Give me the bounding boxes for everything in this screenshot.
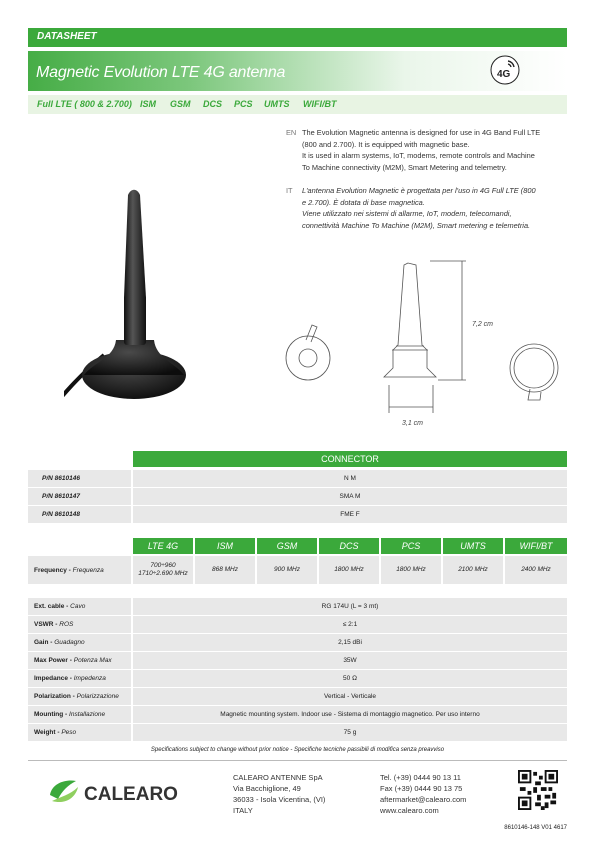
footer-divider (28, 760, 567, 761)
company-contact (380, 772, 466, 816)
address-line: ITALY (233, 806, 253, 815)
desc-line: Viene utilizzato nei sistemi di allarme, IoT, modem, telecomandi, (302, 209, 512, 218)
spec-label: Mounting - Installazione (28, 706, 131, 723)
spec-label-en: Impedance (34, 675, 68, 682)
brand-name: CALEARO (84, 784, 178, 805)
disclaimer: Specifications subject to change without prior notice - Specifiche tecniche passibili di modifica senza preavviso (150, 747, 445, 753)
band-item: PCS (234, 99, 253, 109)
4g-logo-icon (490, 55, 520, 85)
freq-header: ISM (195, 538, 255, 554)
spec-label-it: Cavo (70, 603, 86, 610)
band-item: DCS (203, 99, 223, 109)
freq-value: 1800 MHz (334, 566, 364, 573)
freq-header: PCS (381, 538, 441, 554)
band-item: Full LTE ( 800 & 2.700) (37, 99, 132, 109)
spec-label-it: Impedenza (73, 675, 106, 682)
datasheet-bar (28, 28, 567, 47)
desc-line: L'antenna Evolution Magnetic è progettata per l'uso in 4G Full LTE (800 (302, 186, 536, 195)
band-item: ISM (140, 99, 157, 109)
spec-label: Weight - Peso (28, 724, 131, 741)
freq-cell (257, 556, 317, 584)
address-line: 36033 - Isola Vicentina, (VI) (233, 795, 326, 804)
description-en (286, 127, 571, 173)
connector-row (28, 506, 567, 523)
spec-label-en: Gain (34, 639, 49, 646)
freq-cell (195, 556, 255, 584)
contact-fax: Fax (+39) 0444 90 13 75 (380, 784, 463, 793)
spec-row (28, 634, 567, 651)
spec-label: Impedance - Impedenza (28, 670, 131, 687)
frequency-label: Frequency - Frequenza (28, 556, 131, 584)
qr-code-icon (518, 770, 558, 810)
lang-label-it: IT (286, 186, 293, 195)
drawing-svg (280, 255, 565, 435)
band-item: WIFI/BT (303, 99, 337, 109)
desc-line: e 2.700). È dotata di base magnetica. (302, 197, 425, 207)
connector-row (28, 470, 567, 487)
description-it (286, 185, 571, 231)
height-label: 7,2 cm (472, 321, 494, 328)
desc-line: (800 and 2.700). It is equipped with magnetic base. (302, 139, 470, 149)
diameter-label: 3,1 cm (402, 420, 424, 427)
spec-label: VSWR - ROS (28, 616, 131, 633)
spec-label-it: Guadagno (54, 639, 85, 646)
spec-label: Max Power - Potenza Max (28, 652, 131, 669)
dimension-drawings (280, 255, 565, 435)
spec-value: 75 g (133, 724, 567, 741)
datasheet-label: DATASHEET (37, 31, 97, 42)
freq-value: 2100 MHz (458, 566, 488, 573)
freq-cell (133, 556, 193, 584)
title-bar (28, 51, 567, 91)
connector-value: N M (133, 470, 567, 487)
freq-value: 1800 MHz (396, 566, 426, 573)
spec-label: Gain - Guadagno (28, 634, 131, 651)
spec-value: 35W (133, 652, 567, 669)
spec-label-it: Potenza Max (73, 657, 112, 664)
contact-phone: Tel. (+39) 0444 90 13 11 (380, 773, 461, 782)
spec-row (28, 670, 567, 687)
spec-value: Vertical - Verticale (133, 688, 567, 705)
spec-value: 2,15 dBi (133, 634, 567, 651)
freq-cell (319, 556, 379, 584)
freq-header: LTE 4G (133, 538, 193, 554)
spec-label-en: Mounting (34, 711, 64, 718)
contact-email[interactable]: aftermarket@calearo.com (380, 795, 467, 804)
spec-label-en: Ext. cable (34, 603, 65, 610)
spec-label-en: Max Power (34, 657, 68, 664)
freq-cell (505, 556, 567, 584)
desc-line: To Machine connectivity (M2M), Smart Metering and telemetry. (302, 162, 507, 172)
spec-value: ≤ 2:1 (133, 616, 567, 633)
desc-line: It is used in alarm systems, IoT, modems, remote controls and Machine (302, 151, 535, 160)
freq-cell (443, 556, 503, 584)
freq-value: 868 MHz (211, 566, 238, 573)
connector-value: SMA M (133, 488, 567, 505)
frequency-label-en: Frequency (34, 567, 67, 574)
frequency-label-it: Frequenza (72, 567, 104, 574)
spec-value: 50 Ω (133, 670, 567, 687)
spec-row (28, 616, 567, 633)
band-item: UMTS (264, 99, 290, 109)
desc-line: The Evolution Magnetic antenna is designed for use in 4G Band Full LTE (302, 128, 541, 137)
spec-label-en: Polarization (34, 693, 71, 700)
lang-label-en: EN (286, 128, 297, 137)
spec-label: Ext. cable - Cavo (28, 598, 131, 615)
antenna-photo (64, 180, 214, 420)
spec-label-it: Polarizzazione (76, 693, 119, 700)
connector-pn: P/N 8610148 (28, 506, 131, 523)
spec-row (28, 706, 567, 723)
connector-row (28, 488, 567, 505)
company-address (233, 772, 325, 816)
connector-header: CONNECTOR (133, 451, 567, 467)
spec-row (28, 598, 567, 615)
freq-header: GSM (257, 538, 317, 554)
spec-label-it: ROS (59, 621, 74, 628)
page-title: Magnetic Evolution LTE 4G antenna (36, 64, 286, 81)
spec-value: RG 174U (L = 3 mt) (133, 598, 567, 615)
freq-value: 900 MHz (273, 566, 300, 573)
contact-website[interactable]: www.calearo.com (380, 806, 439, 815)
spec-label: Polarization - Polarizzazione (28, 688, 131, 705)
address-line: Via Bacchiglione, 49 (233, 784, 301, 793)
freq-header: UMTS (443, 538, 503, 554)
connector-pn: P/N 8610146 (28, 470, 131, 487)
spec-label-it: Installazione (69, 711, 106, 718)
band-item: GSM (170, 99, 191, 109)
address-line: CALEARO ANTENNE SpA (233, 773, 323, 782)
band-list (28, 95, 567, 114)
4g-logo-text: 4G (497, 69, 511, 80)
freq-value: 700÷960 (150, 562, 176, 569)
freq-header: DCS (319, 538, 379, 554)
spec-value: Magnetic mounting system. Indoor use - Sistema di montaggio magnetico. Per uso interno (133, 706, 567, 723)
connector-value: FME F (133, 506, 567, 523)
freq-value: 2400 MHz (521, 566, 551, 573)
calearo-logo-icon (46, 777, 206, 807)
spec-row (28, 724, 567, 741)
spec-row (28, 688, 567, 705)
spec-label-en: VSWR (34, 621, 54, 628)
spec-label-it: Peso (61, 729, 77, 736)
document-code: 8610146-148 V01 4617 (504, 825, 567, 831)
freq-header: WIFI/BT (505, 538, 567, 554)
freq-value: 1710÷2.690 MHz (138, 570, 188, 577)
freq-cell (381, 556, 441, 584)
desc-line: connettività Machine To Machine (M2M), Smart metering e telemetria. (302, 220, 531, 230)
spec-label-en: Weight (34, 729, 56, 736)
spec-row (28, 652, 567, 669)
connector-pn: P/N 8610147 (28, 488, 131, 505)
